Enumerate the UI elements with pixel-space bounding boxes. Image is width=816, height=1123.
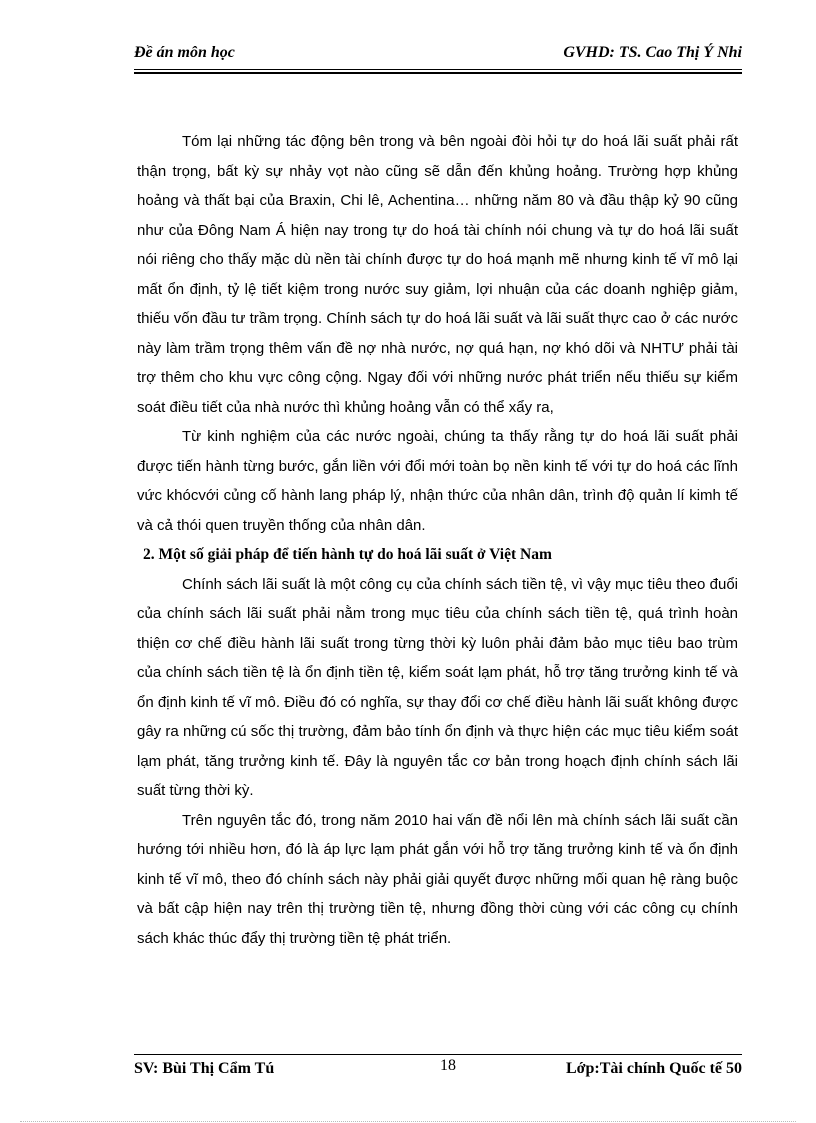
paragraph-2: Từ kinh nghiệm của các nước ngoài, chúng ta thấy rằng tự do hoá lãi suất phải được tiến hành từng bước, gắn liền với đổi mới toàn bọ nền kinh tế với tự do hoá các lĩnh vức khócvới củng cố hành lang pháp lý, nhận thức của nhân dân, trình độ quản lí kimh tế và cả thói quen truyền thống của nhân dân. — [137, 428, 738, 534]
footer-rule — [134, 1054, 742, 1055]
class-name: Lớp:Tài chính Quốc tế 50 — [566, 1060, 742, 1077]
course-title: Đề án môn học — [134, 44, 235, 61]
student-name: SV: Bùi Thị Cẩm Tú — [134, 1060, 275, 1077]
document-body — [137, 127, 738, 953]
paragraph-4: Trên nguyên tắc đó, trong năm 2010 hai vấn đề nổi lên mà chính sách lãi suất cần hướng tới nhiều hơn, đó là áp lực lạm phát gắn với hỗ trợ tăng trưởng kinh tế và ổn định kinh tế vĩ mô, theo đó chính sách này phải giải quyết được những mối quan hệ ràng buộc và bất cập hiện nay trên thị trường tiền tệ, nhưng đồng thời cùng với các công cụ chính sách khác thúc đẩy thị trường tiền tệ phát triển. — [137, 811, 738, 947]
page-header — [134, 44, 742, 68]
page-footer — [134, 1057, 742, 1081]
header-rule-thick — [134, 72, 742, 74]
section-heading: 2. Một số giải pháp để tiến hành tự do hoá lãi suất ở Việt Nam — [143, 546, 552, 563]
paragraph-3: Chính sách lãi suất là một công cụ của chính sách tiền tệ, vì vậy mục tiêu theo đuổi của chính sách lãi suất phải nằm trong mục tiêu của chính sách tiền tệ, quá trình hoàn thiện cơ chế điều hành lãi suất trong từng thời kỳ luôn phải đảm bảo mục tiêu bao trùm của chính sách tiền tệ là ổn định tiền tệ, kiểm soát lạm phát, hỗ trợ tăng trưởng kinh tế và ổn định kinh tế vĩ mô. Điều đó có nghĩa, sự thay đổi cơ chế điều hành lãi suất không được gây ra những cú sốc thị trường, đảm bảo tính ổn định và thực hiện các mục tiêu kiểm soát lạm phát, tăng trưởng kinh tế. Đây là nguyên tắc cơ bản trong hoạch định chính sách lãi suất từng thời kỳ. — [137, 575, 738, 799]
paragraph-1: Tóm lại những tác động bên trong và bên ngoài đòi hỏi tự do hoá lãi suất phải rất thận trọng, bất kỳ sự nhảy vọt nào cũng sẽ dẫn đến khủng hoảng. Trường hợp khủng hoảng và thất bại của Braxin, Chi lê, Achentina… những năm 80 và đầu thập kỷ 90 cũng như của Đông Nam Á hiện nay trong tự do hoá tài chính nói chung và tự do hoá lãi suất nói riêng cho thấy mặc dù nền tài chính được tự do hoá mạnh mẽ nhưng kinh tế vĩ mô lại mất ổn định, tỷ lệ tiết kiệm trong nước suy giảm, lợi nhuận của các doanh nghiệp giảm, thiếu vốn đầu tư trầm trọng. Chính sách tự do hoá lãi suất và lãi suất thực cao ở các nước này làm trầm trọng thêm vấn đề nợ nhà nước, nợ quá hạn, nợ khó dõi và NHTƯ phải tài trợ thêm cho khu vực công cộng. Ngay đối với những nước phát triển nếu thiếu sự kiểm soát điều tiết của nhà nước thì khủng hoảng vẫn có thể xẩy ra, — [137, 133, 738, 416]
page-bottom-dotted-line — [20, 1121, 796, 1122]
page-number: 18 — [440, 1057, 456, 1074]
header-rule-thin — [134, 69, 742, 70]
supervisor-name: GVHD: TS. Cao Thị Ý Nhi — [563, 44, 742, 61]
